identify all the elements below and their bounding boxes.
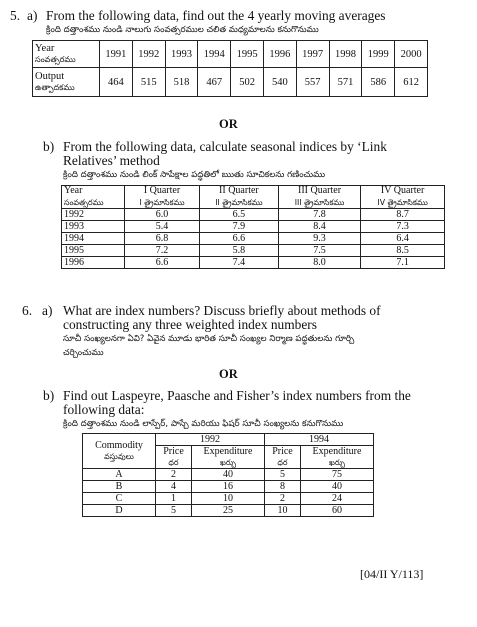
cell-value: 10 [264, 505, 300, 517]
header-q4-te: IV త్రైమాసికము [377, 197, 428, 207]
q5a-table [32, 40, 428, 97]
q5a-label: a) [27, 8, 38, 23]
page-footer-code: [04/II Y/113] [360, 567, 424, 581]
header-year-te: సంవత్సరము [64, 197, 104, 207]
year-label-cell [33, 41, 100, 68]
header-price-te: ధర [168, 458, 179, 467]
table-row [62, 208, 445, 220]
year-cell: 1997 [296, 41, 329, 68]
output-label-te: ఉత్పాదకము [35, 82, 75, 92]
q5-number: 5. [10, 8, 21, 23]
output-cell: 557 [296, 68, 329, 97]
output-cell: 467 [198, 68, 231, 97]
table-row [83, 469, 374, 481]
row-year: 1994 [62, 232, 125, 244]
cell-value: 7.9 [200, 220, 279, 232]
header-q3-te: III త్రైమాసికము [294, 197, 345, 207]
table-row [62, 220, 445, 232]
header-price-te: ధర [277, 458, 288, 467]
header-expenditure [191, 446, 264, 469]
header-price-en: Price [163, 446, 184, 457]
cell-value: 2 [264, 493, 300, 505]
cell-value: 7.2 [125, 244, 200, 256]
header-expenditure-en: Expenditure [312, 446, 362, 457]
output-cell: 515 [132, 68, 165, 97]
header-year [62, 186, 125, 209]
table-row [62, 256, 445, 268]
cell-value: 4 [156, 481, 192, 493]
q5a-output-row [33, 68, 428, 97]
q5b-table [61, 185, 445, 269]
q6a-telugu-line1: సూచీ సంఖ్యలనగా ఏవి? ఏవైన మూడు భారిత సూచీ సంఖ్యల నిర్మాణ పద్ధతులను గూర్చి [63, 334, 355, 344]
cell-value: 6.4 [361, 232, 445, 244]
q5b-header-row [62, 186, 445, 209]
q5a-year-row [33, 41, 428, 68]
cell-value: 7.3 [361, 220, 445, 232]
output-cell: 571 [329, 68, 362, 97]
year-label-en: Year [35, 42, 55, 54]
header-q2-en: II Quarter [219, 185, 259, 196]
cell-value: 8.5 [361, 244, 445, 256]
cell-value: 5 [264, 469, 300, 481]
output-cell: 540 [263, 68, 296, 97]
header-price [264, 446, 300, 469]
q6b-table [82, 433, 374, 517]
q6a-text-line2: constructing any three weighted index numbers [63, 317, 317, 332]
header-q2 [200, 186, 279, 209]
table-row [83, 493, 374, 505]
header-year-en: Year [64, 185, 83, 196]
year-cell: 1999 [362, 41, 395, 68]
year-cell: 2000 [395, 41, 428, 68]
q5-or-separator: OR [219, 117, 238, 131]
year-cell: 1994 [198, 41, 231, 68]
q6a-label: a) [42, 303, 53, 318]
cell-value: 25 [191, 505, 264, 517]
q5a-telugu: క్రింది దత్తాంశము నుండి నాలుగు సంవత్సరముల చలిత మధ్యమాలను కనుగొనుము [46, 25, 319, 35]
year-cell: 1998 [329, 41, 362, 68]
q6b-label: b) [43, 388, 55, 403]
cell-value: 6.5 [200, 208, 279, 220]
output-cell: 612 [395, 68, 428, 97]
table-row [62, 232, 445, 244]
header-q3-en: III Quarter [298, 185, 342, 196]
row-year: 1993 [62, 220, 125, 232]
cell-value: 6.6 [200, 232, 279, 244]
cell-value: 8 [264, 481, 300, 493]
cell-value: 9.3 [278, 232, 361, 244]
q6-or-separator: OR [219, 367, 238, 381]
cell-value: 10 [191, 493, 264, 505]
cell-value: 7.5 [278, 244, 361, 256]
row-year: 1992 [62, 208, 125, 220]
cell-value: 40 [191, 469, 264, 481]
row-year: 1995 [62, 244, 125, 256]
header-commodity-en: Commodity [95, 440, 143, 451]
q6b-text-line1: Find out Laspeyre, Paasche and Fisher’s index numbers from the [63, 388, 411, 403]
output-label-cell [33, 68, 100, 97]
q6b-text-line2: following data: [63, 402, 145, 417]
cell-value: 60 [300, 505, 373, 517]
header-expenditure-te: ఖర్చు [219, 458, 236, 467]
header-year1: 1992 [156, 434, 265, 446]
header-q2-te: II త్రైమాసికము [215, 197, 263, 207]
header-q1 [125, 186, 200, 209]
header-year2: 1994 [264, 434, 373, 446]
year-cell: 1992 [132, 41, 165, 68]
q5a-text: From the following data, find out the 4 yearly moving averages [46, 8, 386, 23]
q5b-text-line2: Relatives’ method [63, 153, 160, 168]
output-cell: 502 [231, 68, 264, 97]
cell-value: 8.0 [278, 256, 361, 268]
output-cell: 518 [165, 68, 198, 97]
header-commodity [83, 434, 156, 469]
header-expenditure [300, 446, 373, 469]
cell-value: 75 [300, 469, 373, 481]
cell-value: 8.7 [361, 208, 445, 220]
q6b-year-row [83, 434, 374, 446]
q6-number: 6. [22, 303, 33, 318]
cell-value: 7.8 [278, 208, 361, 220]
cell-value: 24 [300, 493, 373, 505]
cell-value: 16 [191, 481, 264, 493]
cell-value: 1 [156, 493, 192, 505]
q5b-text-line1: From the following data, calculate seasonal indices by ‘Link [63, 139, 387, 154]
header-q4-en: IV Quarter [380, 185, 425, 196]
q5b-telugu: క్రింది దత్తాంశము నుండి లింక్ సాపేక్షాల పద్ధతిలో ఋతు సూచికలను గణించుము [63, 170, 326, 180]
output-cell: 586 [362, 68, 395, 97]
header-price-en: Price [272, 446, 293, 457]
year-cell: 1996 [263, 41, 296, 68]
table-row [62, 244, 445, 256]
year-label-te: సంవత్సరము [35, 54, 76, 64]
commodity-cell: B [83, 481, 156, 493]
header-expenditure-te: ఖర్చు [328, 458, 345, 467]
year-cell: 1991 [100, 41, 133, 68]
header-q4 [361, 186, 445, 209]
cell-value: 7.4 [200, 256, 279, 268]
header-q1-en: I Quarter [143, 185, 181, 196]
cell-value: 6.8 [125, 232, 200, 244]
row-year: 1996 [62, 256, 125, 268]
cell-value: 6.6 [125, 256, 200, 268]
cell-value: 2 [156, 469, 192, 481]
header-expenditure-en: Expenditure [203, 446, 253, 457]
table-row [83, 481, 374, 493]
cell-value: 5.4 [125, 220, 200, 232]
cell-value: 5.8 [200, 244, 279, 256]
table-row [83, 505, 374, 517]
output-label-en: Output [35, 70, 65, 82]
header-q1-te: I త్రైమాసికము [139, 197, 185, 207]
commodity-cell: A [83, 469, 156, 481]
year-cell: 1993 [165, 41, 198, 68]
header-q3 [278, 186, 361, 209]
cell-value: 8.4 [278, 220, 361, 232]
commodity-cell: C [83, 493, 156, 505]
q6b-telugu: క్రింది దత్తాంశము నుండి లాస్పేర్, పాస్చే మరియు ఫిషర్ సూచీ సంఖ్యలను కనుగొనుము [63, 419, 344, 429]
cell-value: 40 [300, 481, 373, 493]
header-commodity-te: వస్తువులు [104, 452, 134, 461]
output-cell: 464 [100, 68, 133, 97]
year-cell: 1995 [231, 41, 264, 68]
header-price [156, 446, 192, 469]
cell-value: 5 [156, 505, 192, 517]
cell-value: 6.0 [125, 208, 200, 220]
commodity-cell: D [83, 505, 156, 517]
q5b-label: b) [43, 139, 55, 154]
q6a-text-line1: What are index numbers? Discuss briefly about methods of [63, 303, 381, 318]
cell-value: 7.1 [361, 256, 445, 268]
q6a-telugu-line2: చర్చించుము [63, 348, 104, 358]
